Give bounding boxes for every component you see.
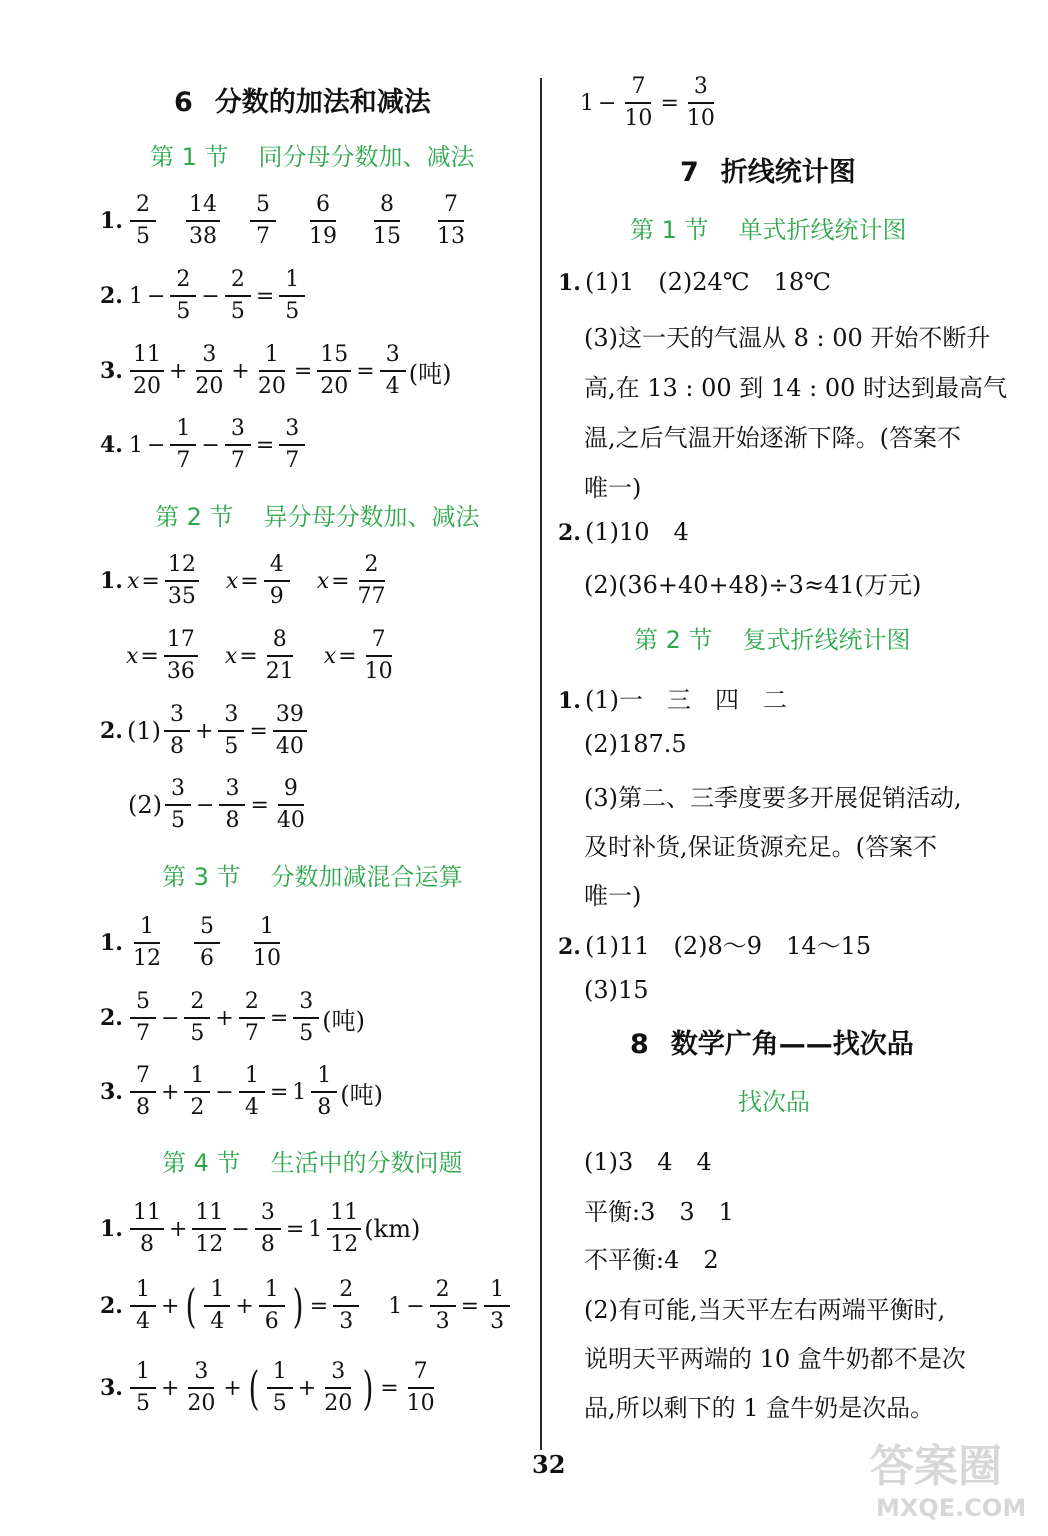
- answer-s2-q2-part1: 2. (1) $\frac{3}{8}$ + $\frac{3}{5}$ = $\frac{39}{40}$: [100, 700, 310, 762]
- fraction: $\frac{7}{10}$: [406, 1359, 435, 1416]
- answer-s2-q2-part2: (2) $\frac{3}{5}$ − $\frac{3}{8}$ = $\frac{9}{40}$: [128, 774, 311, 836]
- page-number: 32: [532, 1450, 566, 1479]
- ch7-s2-q1-p2: (2)187.5: [584, 730, 687, 758]
- fraction: $\frac{11}{20}$: [130, 340, 164, 402]
- fraction: $\frac{1}{5}$: [279, 265, 305, 327]
- answer-s4-q1: 1. $\frac{11}{8}$ + $\frac{11}{12}$ − $\frac{3}{8}$ = 1 $\frac{11}{12}$ (km): [100, 1198, 420, 1260]
- fraction: $\frac{1}{4}$: [130, 1275, 156, 1337]
- fraction: $\frac{1}{2}$: [184, 1061, 210, 1123]
- chapter-6-heading: [174, 80, 431, 119]
- fraction: $\frac{3}{7}$: [279, 414, 305, 476]
- fraction: $\frac{7}{10}$: [624, 74, 653, 131]
- fraction: $\frac{1}{12}$: [132, 914, 161, 971]
- fraction: $\frac{11}{12}$: [192, 1198, 226, 1260]
- chapter-number: 6: [174, 87, 193, 118]
- fraction: $\frac{8}{21}$: [265, 627, 294, 684]
- fraction: $\frac{3}{20}$: [324, 1359, 353, 1416]
- ch7-s1-q1-p3-line4: 唯一): [584, 474, 642, 502]
- ch8-line4: (2)有可能,当天平左右两端平衡时,: [584, 1296, 946, 1324]
- fraction: $\frac{2}{5}$: [170, 265, 196, 327]
- ch7-section-2-heading: 第 2 节 复式折线统计图: [634, 626, 911, 654]
- fraction: $\frac{3}{8}$: [219, 774, 245, 836]
- column-divider: [540, 78, 542, 1450]
- fraction: $\frac{12}{35}$: [165, 550, 199, 612]
- ch7-s2-q2-p3: (3)15: [584, 976, 649, 1004]
- fraction: $\frac{1}{3}$: [484, 1275, 510, 1337]
- watermark-logo: 答案圈: [870, 1441, 1002, 1492]
- section-2-heading: 第 2 节 异分母分数加、减法: [155, 503, 480, 531]
- fraction: $\frac{7}{13}$: [436, 192, 465, 249]
- fraction: $\frac{3}{10}$: [686, 74, 715, 131]
- fraction: $\frac{9}{40}$: [276, 776, 305, 833]
- fraction: $\frac{1}{5}$: [130, 1357, 156, 1419]
- fraction: $\frac{7}{10}$: [364, 627, 393, 684]
- answer-s2-q1-row2: x = $\frac{17}{36}$ x = $\frac{8}{21}$ x = $\frac{7}{10}$: [126, 625, 399, 687]
- ch7-section-1-heading: 第 1 节 单式折线统计图: [630, 216, 907, 244]
- fraction: $\frac{1}{4}$: [239, 1061, 265, 1123]
- ch7-s2-q1-line1: 1. (1)一 三 四 二: [558, 686, 787, 714]
- fraction: $\frac{3}{8}$: [255, 1198, 281, 1260]
- ch7-s1-q1-p3-line1: (3)这一天的气温从 8 : 00 开始不断升: [584, 324, 991, 352]
- answer-s3-q3: 3. $\frac{7}{8}$ + $\frac{1}{2}$ − $\frac{1}{4}$ = 1 $\frac{1}{8}$ (吨): [100, 1061, 383, 1123]
- fraction: $\frac{1}{7}$: [170, 414, 196, 476]
- section-4-heading: 第 4 节 生活中的分数问题: [162, 1149, 463, 1177]
- fraction: $\frac{2}{5}$: [225, 265, 251, 327]
- ch8-line6: 品,所以剩下的 1 盒牛奶是次品。: [584, 1394, 935, 1422]
- answer-s3-q1: 1. $\frac{1}{12}$ $\frac{5}{6}$ $\frac{1}{10}$: [100, 912, 287, 974]
- ch7-s2-q2-line1: 2. (1)11 (2)8～9 14～15: [558, 932, 872, 960]
- answer-s1-q1: 1. $\frac{2}{5}$ $\frac{14}{38}$ $\frac{5}{7}$ $\frac{6}{19}$ $\frac{8}{15}$ $\frac{7}{13}$: [100, 190, 471, 252]
- fraction: $\frac{3}{7}$: [225, 414, 251, 476]
- fraction: $\frac{1}{5}$: [267, 1357, 293, 1419]
- ch7-s1-q1-p3-line3: 温,之后气温开始逐渐下降。(答案不: [584, 424, 961, 452]
- answer-s1-q3: 3. $\frac{11}{20}$ + $\frac{3}{20}$ + $\frac{1}{20}$ = $\frac{15}{20}$ = $\frac{3}{4}$ (吨): [100, 340, 451, 402]
- watermark-url: MXQE.COM: [876, 1494, 1027, 1522]
- answer-s2-q1-row1: 1. x = $\frac{12}{35}$ x = $\frac{4}{9}$ x = $\frac{2}{77}$: [100, 550, 392, 612]
- fraction: $\frac{7}{8}$: [130, 1061, 156, 1123]
- fraction: $\frac{15}{20}$: [317, 340, 351, 402]
- fraction: $\frac{1}{10}$: [252, 914, 281, 971]
- fraction: $\frac{2}{3}$: [430, 1275, 456, 1337]
- ch7-s1-q2-line1: 2. (1)10 4: [558, 518, 689, 546]
- fraction: $\frac{3}{20}$: [187, 1359, 216, 1416]
- answer-s4-q3: 3. $\frac{1}{5}$ + $\frac{3}{20}$ + ( $\frac{1}{5}$ + $\frac{3}{20}$ ) = $\frac{7}{10}$: [100, 1357, 441, 1419]
- fraction: $\frac{8}{15}$: [372, 192, 401, 249]
- fraction: $\frac{2}{77}$: [357, 552, 386, 609]
- section-1-heading: 第 1 节 同分母分数加、减法: [150, 143, 475, 171]
- fraction: $\frac{14}{38}$: [186, 190, 220, 252]
- fraction: $\frac{4}{9}$: [264, 550, 290, 612]
- section-3-heading: 第 3 节 分数加减混合运算: [162, 863, 463, 891]
- fraction: $\frac{5}{7}$: [250, 190, 276, 252]
- fraction: $\frac{2}{3}$: [333, 1275, 359, 1337]
- fraction: $\frac{1}{6}$: [259, 1275, 285, 1337]
- fraction: $\frac{3}{4}$: [380, 340, 406, 402]
- ch8-line5: 说明天平两端的 10 盒牛奶都不是次: [584, 1345, 966, 1373]
- ch7-s1-q2-line2: (2)(36+40+48)÷3≈41(万元): [584, 571, 922, 599]
- fraction: $\frac{3}{5}$: [218, 700, 244, 762]
- fraction: $\frac{2}{7}$: [239, 987, 265, 1049]
- answer-s3-q2: 2. $\frac{5}{7}$ − $\frac{2}{5}$ + $\frac{2}{7}$ = $\frac{3}{5}$ (吨): [100, 987, 365, 1049]
- fraction: $\frac{11}{8}$: [130, 1198, 164, 1260]
- chapter-7-heading: 7 折线统计图: [680, 157, 856, 188]
- ch7-s1-q1-p3-line2: 高,在 13 : 00 到 14 : 00 时达到最高气: [584, 374, 1007, 402]
- ch7-s2-q1-p3-line1: (3)第二、三季度要多开展促销活动,: [584, 784, 962, 812]
- fraction: $\frac{1}{20}$: [257, 342, 286, 399]
- fraction: $\frac{2}{5}$: [184, 987, 210, 1049]
- fraction: $\frac{17}{36}$: [164, 625, 198, 687]
- ch8-subheading: 找次品: [738, 1088, 810, 1116]
- fraction: $\frac{1}{8}$: [311, 1061, 337, 1123]
- fraction: $\frac{1}{4}$: [204, 1275, 230, 1337]
- ch8-line1: (1)3 4 4: [584, 1148, 712, 1176]
- ch8-line2: 平衡:3 3 1: [584, 1198, 734, 1226]
- ch7-s2-q1-p3-line2: 及时补货,保证货源充足。(答案不: [584, 833, 937, 861]
- answer-s1-q2: 2. 1 − $\frac{2}{5}$ − $\frac{2}{5}$ = $\frac{1}{5}$: [100, 265, 308, 327]
- carryover-equation: 1 − $\frac{7}{10}$ = $\frac{3}{10}$: [578, 72, 721, 134]
- fraction: $\frac{2}{5}$: [130, 190, 156, 252]
- ch8-line3: 不平衡:4 2: [584, 1246, 719, 1274]
- answer-s4-q2: 2. $\frac{1}{4}$ + ( $\frac{1}{4}$ + $\frac{1}{6}$ ) = $\frac{2}{3}$ 1 − $\frac{2}{3}$ = $\frac{1}{3}$: [100, 1275, 513, 1337]
- ch7-s1-q1-line1: 1. (1)1 (2)24℃ 18℃: [558, 268, 832, 296]
- answer-s1-q4: 4. 1 − $\frac{1}{7}$ − $\frac{3}{7}$ = $\frac{3}{7}$: [100, 414, 308, 476]
- ch7-s2-q1-p3-line3: 唯一): [584, 882, 642, 910]
- fraction: $\frac{3}{5}$: [293, 987, 319, 1049]
- fraction: $\frac{5}{6}$: [194, 912, 220, 974]
- fraction: $\frac{3}{8}$: [164, 700, 190, 762]
- chapter-title: 分数的加法和减法: [214, 87, 431, 118]
- fraction: $\frac{6}{19}$: [308, 192, 337, 249]
- fraction: $\frac{3}{5}$: [165, 774, 191, 836]
- fraction: $\frac{39}{40}$: [273, 700, 307, 762]
- fraction: $\frac{3}{20}$: [195, 342, 224, 399]
- fraction: $\frac{11}{12}$: [327, 1198, 361, 1260]
- fraction: $\frac{5}{7}$: [130, 987, 156, 1049]
- chapter-8-heading: 8 数学广角——找次品: [630, 1029, 914, 1060]
